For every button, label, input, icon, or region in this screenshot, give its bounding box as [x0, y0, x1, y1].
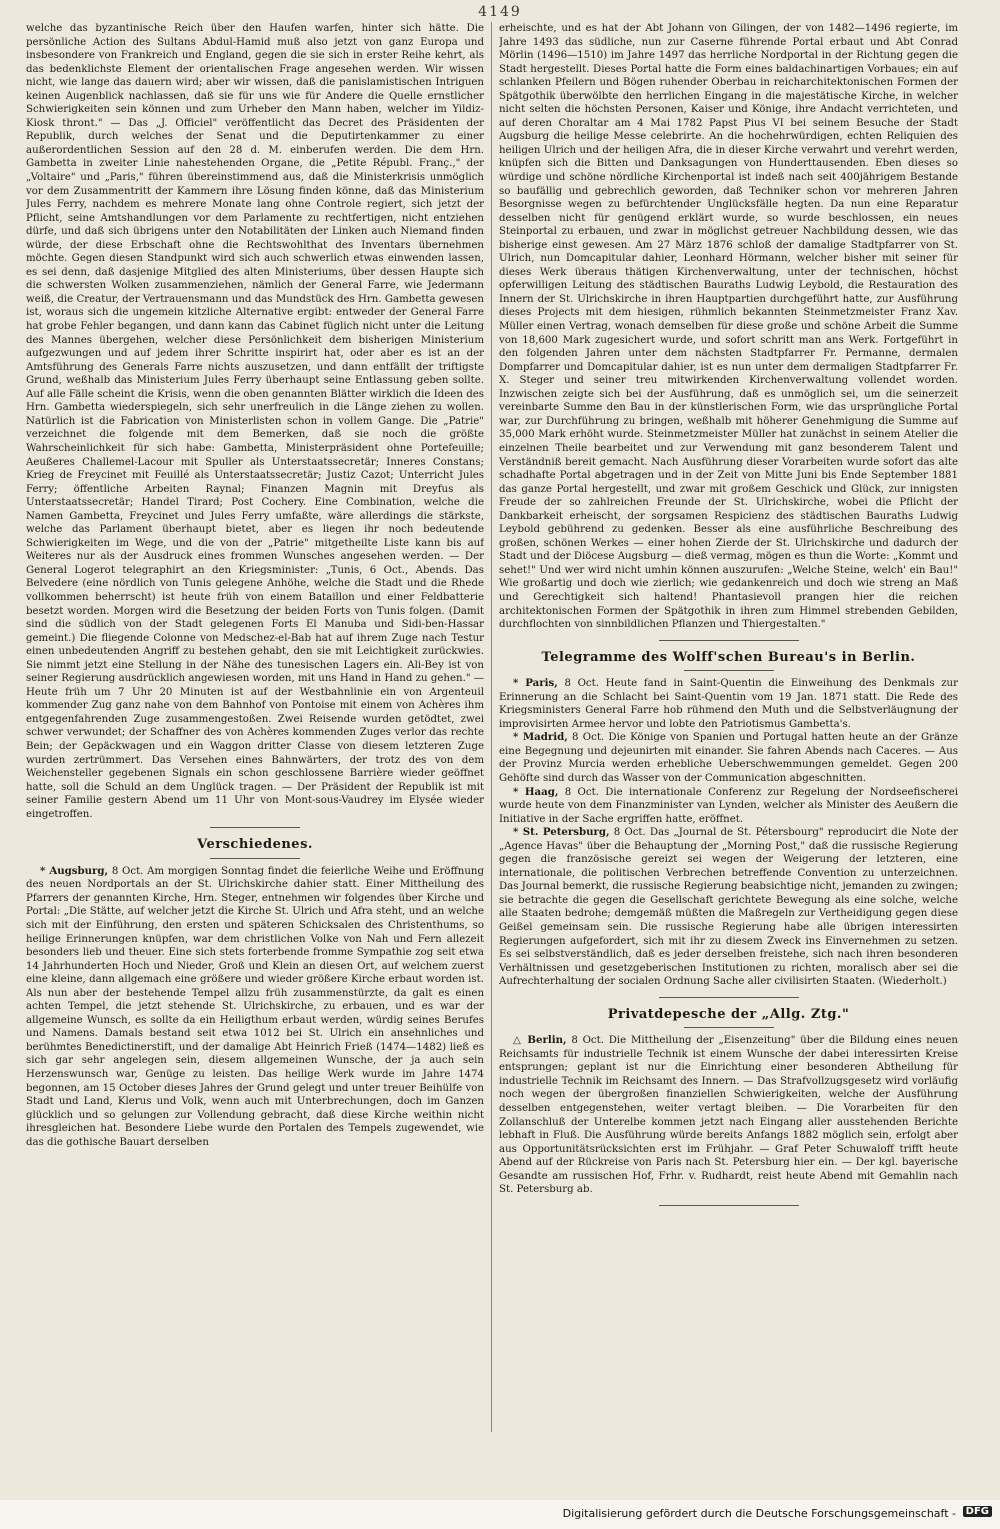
- article-dateline: * Augsburg,: [40, 864, 109, 877]
- dispatch-text: 8 Oct. Die Mittheilung der „Eisenzeitung" über die Bildung eines neuen Reichsamts für industrielle Technik ist einem Wunsche der dabei interessirten Kreise entsprungen; geplant ist nur die Einrichtung einer besonderen Abtheilung für industrielle Technik im Reichsamt des Innern. — Das Strafvollzugsgesetz wird vorläufig noch wegen der übergroßen finanziellen Schwierigkeiten, welche der Ausführung desselben entgegenstehen, weiter vertagt bleiben. — Die Vorarbeiten für den Zollanschluß der Unterelbe kommen jetzt nach Eingang aller ausstehenden Berichte lebhaft in Fluß. Die Ausführung würde bereits Anfangs 1882 möglich sein, erfolgt aber aus Opportunitätsrücksichten erst im Frühjahr. — Graf Peter Schuwaloff trifft heute Abend auf der Rückreise von Paris nach St. Petersburg hier ein. — Der kgl. bayerische Gesandte am russischen Hof, Frhr. v. Rudhardt, reist heute Abend mit Gemahlin nach St. Petersburg ab.: [499, 1035, 958, 1196]
- section-divider: [659, 997, 799, 998]
- section-title-verschiedenes: Verschiedenes.: [197, 837, 313, 853]
- telegram-text: 8 Oct. Die internationale Conferenz zur Regelung der Nordseefischerei wurde heute von dem Finanzminister van Lynden, welcher als Minister des Aeußern die Initiative in der Sache ergriffen hatte, eröffnet.: [499, 786, 958, 825]
- telegram-paris: [499, 677, 958, 731]
- article-text: 8 Oct. Am morgigen Sonntag findet die feierliche Weihe und Eröffnung des neuen Nordportals an der St. Ulrichskirche dahier statt. Einer Mittheilung des Pfarrers der genannten Kirche, Hrn. Steger, entnehmen wir folgendes über Kirche und Portal: „Die Stätte, auf welcher jetzt die Kirche St. Ulrich und Afra steht, und an welche sich mit der Einführung, den ersten und späteren Schicksalen des Christenthums, so heilige Erinnerungen knüpfen, war dem christlichen Volke von Nah und Fern allezeit besonders lieb und theuer. Eine sich stets forterbende fromme Sympathie zog seit etwa 14 Jahrhunderten Hoch und Nieder, Groß und Klein an diesen Ort, auf welchem zuerst eine kleine, dann allgemach eine größere und wieder größere Kirche erbaut worden ist. Als nun aber der bestehende Tempel allzu früh zusammenstürzte, da galt es einen achten Tempel, die jetzt stehende St. Ulrichskirche, zu erbauen, und es war der allgemeine Wunsch, es sollte da ein Heiligthum erbaut werden, würdig seines Berufes und Namens. Damals bestand seit etwa 1012 bei St. Ulrich ein ansehnliches und berühmtes Benedictinerstift, und der damalige Abt Heinrich Frieß (1474—1482) ließ es sich gar sehr angelegen sein, diesem allgemeinen Wunsche, der ja auch sein Herzenswunsch war, Genüge zu leisten. Das heilige Werk wurde im Jahre 1474 begonnen, am 15 October dieses Jahres der Grund gelegt und unter treuer Beihülfe von Stadt und Land, Klerus und Volk, wenn auch mit Unterbrechungen, doch im Ganzen glücklich und so gelungen zur Vollendung gebracht, daß diese Kirche weithin nicht ihresgleichen hat. Besondere Liebe wurde den Portalen des Tempels zugewendet, wie das die gothische Bauart derselben: [26, 865, 484, 1148]
- augsburg-article: [26, 865, 484, 1149]
- section-title-telegrams: Telegramme des Wolff'schen Bureau's in Berlin.: [541, 649, 916, 665]
- telegram-dateline: * Madrid,: [513, 731, 568, 744]
- column-divider: [491, 22, 492, 1432]
- dispatch-dateline: △ Berlin,: [513, 1034, 567, 1047]
- telegram-st-petersburg: [499, 826, 958, 989]
- section-divider: [210, 858, 300, 859]
- politics-report-paragraph: welche das byzantinische Reich über den Haufen warfen, hinter sich hätte. Die persönliche Action des Sultans Abdul-Hamid muß also jetzt von ganz Europa und insbesondere von Frankreich und England, gegen die sie sich in erster Reihe kehrt, als das bedenklichste Element der orientalischen Frage angesehen werden. Wir wissen nicht, wie lange das dauern wird; aber wir wissen, daß die panislamistischen Intriguen keinen Augenblick nachlassen, daß sie für uns wie für Andere die Quelle ernstlicher Schwierigkeiten sein können und zum Urheber den Mann haben, welcher im Yildiz-Kiosk thront." — Das „J. Officiel" veröffentlicht das Decret des Präsidenten der Republik, durch welches der Senat und die Deputirtenkammer zu einer außerordentlichen Session auf den 28 d. M. einberufen werden. Die dem Hrn. Gambetta in zweiter Linie nahestehenden Organe, die „Petite Républ. Franç.," der „Voltaire" und „Paris," führen übereinstimmend aus, daß die Ministerkrisis unmöglich vor dem Zusammentritt der Kammern ihre Lösung finden könne, daß das Ministerium Jules Ferry, nachdem es mehrere Monate lang ohne Controle regiert, sich jetzt der Pflicht, seine Amtshandlungen vor dem Parlamente zu rechtfertigen, nicht entziehen dürfe, und daß sich übrigens unter den Notabilitäten der Linken auch Niemand finden würde, der diese Erbschaft ohne die Rechtswohlthat des Inventars übernehmen möchte. Gegen diesen Standpunkt wird sich auch schwerlich etwas einwenden lassen, es sei denn, daß dasjenige Mitglied des alten Ministeriums, über dessen Haupte sich die schwersten Wolken zusammenziehen, nämlich der General Farre, wie Jedermann weiß, die Creatur, der Vertrauensmann und das Mundstück des Hrn. Gambetta gewesen ist, woraus sich die ungemein kitzliche Alternative ergibt: entweder der General Farre hat grobe Fehler begangen, und dann kann das Cabinet füglich nicht unter die Leitung des Mannes übergehen, welcher diese Persönlichkeit dem bisherigen Ministerium aufgezwungen und auf jedem ihrer Schritte inspirirt hat, oder aber es ist an der Amtsführung des Generals Farre nichts auszusetzen, und dann entfällt der triftigste Grund, weßhalb das Ministerium Jules Ferry überhaupt seine Entlassung geben sollte. Auf alle Fälle scheint die Krisis, wenn die oben genannten Blätter wirklich die Ideen des Hrn. Gambetta wiederspiegeln, sich sehr unerfreulich in die Länge ziehen zu wollen. Natürlich ist die Fabrication von Ministerlisten schon in vollem Gange. Die „Patrie" verzeichnet die folgende mit dem Bemerken, daß sie noch die größte Wahrscheinlichkeit für sich habe: Gambetta, Ministerpräsident ohne Portefeuille; Aeußeres Challemel-Lacour mit Spuller als Unterstaatssecretär; Inneres Constans; Krieg de Freycinet mit Feuillé als Unterstaatssecretär; Justiz Cazot; Unterricht Jules Ferry; öffentliche Arbeiten Raynal; Finanzen Magnin mit Dreyfus als Unterstaatssecretär; Handel Tirard; Post Cochery. Eine Combination, welche die Namen Gambetta, Freycinet und Jules Ferry umfaßte, wäre allerdings die stärkste, welche das Parlament überhaupt bietet, aber es liegen ihr noch bedeutende Schwierigkeiten im Wege, und die von der „Patrie" mitgetheilte Liste kann bis auf Weiteres nur als der Ausdruck eines frommen Wunsches angesehen werden. — Der General Logerot telegraphirt an den Kriegsminister: „Tunis, 6 Oct., Abends. Das Belvedere (eine nördlich von Tunis gelegene Anhöhe, welche die Stadt und die Rhede vollkommen beherrscht) ist heute früh von einem Bataillon und einer Feldbatterie besetzt worden. Morgen wird die Besetzung der beiden Forts von Tunis folgen. (Damit sind die südlich von der Stadt gelegenen Forts El Manuba und Sidi-ben-Hassar gemeint.) Die fliegende Colonne von Medschez-el-Bab hat auf ihrem Zuge nach Testur einen unbedeutenden Angriff zu bestehen gehabt, den sie mit Leichtigkeit zurückwies. Sie nimmt jetzt eine Stellung in der Nähe des tunesischen Lagers ein. Ali-Bey ist von seiner Regierung ausdrücklich angewiesen worden, mit uns Hand in Hand zu gehen." — Heute früh um 7 Uhr 20 Minuten ist auf der Westbahnlinie ein von Argenteuil kommender Zug ganz nahe von dem Bahnhof von Pontoise mit einem von Achères ihm entgegenfahrenden Zuge zusammengestoßen. Zwei Reisende wurden getödtet, zwei schwer verwundet; der Schaffner des von Achères kommenden Zuges verlor das rechte Bein; der Gepäckwagen und ein Waggon dritter Classe von diesem letzteren Zuge wurden zertrümmert. Das Versehen eines Bahnwärters, der trotz des von dem Weichensteller gegebenen Signals ein schon geschlossene Barrière wieder geöffnet hatte, soll die Schuld an dem Unglück tragen. — Der Präsident der Republik ist mit seiner Familie gestern Abend um 11 Uhr von Mont-sous-Vaudrey im Elysée wieder eingetroffen.: [26, 23, 484, 820]
- telegram-text: 8 Oct. Die Könige von Spanien und Portugal hatten heute an der Gränze eine Begegnung und dejeunirten mit einander. Sie fahren Abends nach Caceres. — Aus der Provinz Murcia werden erhebliche Ueberschwemmungen gemeldet. Gegen 200 Gehöfte sind durch das Wasser von der Communication abgeschnitten.: [499, 732, 958, 784]
- section-divider: [659, 1205, 799, 1206]
- dfg-logo: DFG: [963, 1506, 992, 1517]
- digitization-credit: Digitalisierung gefördert durch die Deutsche Forschungsgemeinschaft -: [562, 1507, 956, 1520]
- augsburg-article-continued: erheischte, und es hat der Abt Johann von Gilingen, der von 1482—1496 regierte, im Jahre 1493 das südliche, nun zur Caserne führende Portal erbaut und Abt Conrad Mörlin (1496—1510) im Jahre 1497 das herrliche Nordportal in der Richtung gegen die Stadt hergestellt. Dieses Portal hatte die Form eines baldachinartigen Vorbaues; ein auf schlanken Pfeilern und Bögen ruhender Oberbau in reicharchitektonischen Formen der Spätgothik überwölbte den herrlichen Eingang in die majestätische Kirche, in welcher nicht selten die höchsten Personen, Kaiser und Könige, ihre Andacht verrichteten, und auf deren Choraltar am 4 Mai 1782 Papst Pius VI bei seinem Besuche der Stadt Augsburg die heilige Messe celebrirte. An die hochehrwürdigen, echten Reliquien des heiligen Ulrich und der heiligen Afra, die in dieser Kirche verwahrt und verehrt werden, knüpfen sich die Bitten und Danksagungen von Hunderttausenden. Eben dieses so würdige und schöne nördliche Kirchenportal ist indeß nach seit 400jährigem Bestande so baufällig und gebrechlich geworden, daß Techniker schon vor mehreren Jahren Besorgnisse wegen zu befürchtender Unglücksfälle hegten. Da nun eine Reparatur desselben nicht für genügend erklärt wurde, so wurde beschlossen, ein neues Steinportal zu erbauen, und zwar in möglichst getreuer Nachbildung dessen, wie das bisherige einst gewesen. Am 27 März 1876 schloß der damalige Stadtpfarrer von St. Ulrich, nun Domcapitular dahier, Leonhard Hörmann, welcher bisher mit seiner für dieses Werk überaus thätigen Kirchenverwaltung, unter der technischen, höchst opferwilligen Leitung des städtischen Bauraths Ludwig Leybold, die Restauration des Innern der St. Ulrichskirche in ihren Hauptpartien durchgeführt hatte, zur Ausführung dieses Projects mit dem hiesigen, rühmlich bekannten Steinmetzmeister Franz Xav. Müller einen Vertrag, wonach demselben für diese große und schöne Arbeit die Summe von 18,600 Mark zugesichert wurde, und sofort schritt man ans Werk. Fortgeführt in den folgenden Jahren unter dem nächsten Stadtpfarrer Fr. Permanne, dermalen Dompfarrer und Domcapitular dahier, ist es nun unter dem dermaligen Stadtpfarrer Fr. X. Steger und seiner treu mitwirkenden Kirchenverwaltung vollendet worden. Inzwischen zeigte sich bei der Ausführung, daß es unmöglich sei, um die seinerzeit vereinbarte Summe den Bau in der künstlerischen Form, wie das ursprüngliche Portal war, zur Durchführung zu bringen, weßhalb mit höherer Genehmigung die Summe auf 35,000 Mark erhöht wurde. Steinmetzmeister Müller hat zunächst in seinem Atelier die einzelnen Theile bearbeitet und zur Verwendung mit ganz besonderem Talent und Verständniß bereit gemacht. Nach Ausführung dieser Vorarbeiten wurde sofort das alte schadhafte Portal abgetragen und in der Zeit von Mitte Juni bis Ende September 1881 das ganze Portal hergestellt, und zwar mit großem Geschick und Glück, zur innigsten Freude der so zahlreichen Freunde der St. Ulrichskirche, wobei die Pflicht der Dankbarkeit erheischt, der sorgsamen Respicienz des städtischen Bauraths Ludwig Leybold gebührend zu gedenken. Besser als eine ausführliche Beschreibung des großen, schönen Werkes — einer hohen Zierde der St. Ulrichskirche und dadurch der Stadt und der Diöcese Augsburg — dieß vermag, mögen es thun die Worte: „Kommt und sehet!" Und wer wird nicht umhin können auszurufen: „Welche Steine, welch' ein Bau!" Wie großartig und doch wie zierlich; wie gedankenreich und doch wie streng an Maß und Gerechtigkeit sich haltend! Phantasievoll prangen hier die reichen architektonischen Formen der Spätgothik in ihren zum Himmel strebenden Gebilden, durchflochten von sinnbildlichen Pflanzen und Thiergestalten.": [499, 23, 958, 631]
- left-column: [26, 22, 484, 1432]
- telegram-dateline: * St. Petersburg,: [513, 826, 610, 839]
- section-divider: [659, 640, 799, 641]
- telegram-haag: [499, 786, 958, 827]
- telegram-text: 8 Oct. Heute fand in Saint-Quentin die Einweihung des Denkmals zur Erinnerung an die Schlacht bei Saint-Quentin vom 19 Jan. 1871 statt. Die Rede des Kriegsministers General Farre hob rühmend den Muth und die Selbstverläugnung der improvisirten Armee hervor und lobte den Patriotismus Gambetta's.: [499, 678, 958, 730]
- telegram-text: 8 Oct. Das „Journal de St. Pétersbourg" reproducirt die Note der „Agence Havas" über die Behauptung der „Morning Post," daß die russische Regierung gegen die französische gereizt sei wegen der Weigerung der letzteren, eine internationale, die politischen Verbrechen betreffende Convention zu unterzeichnen. Das Journal bemerkt, die russische Regierung beabsichtige nicht, jemanden zu zwingen; sie betrachte die gegen die Gesellschaft gerichtete Bewegung als eine solche, welche alle Staaten bedrohe; demgemäß müßten die Maßregeln zur Vertheidigung gegen diese Geißel gemeinsam sein. Die russische Regierung habe alle übrigen interessirten Regierungen aufgefordert, sich mit ihr zu diesem Zweck ins Einvernehmen zu setzen. Es sei selbstverständlich, daß es jeder derselben freistehe, sich nach ihren besonderen Verhältnissen und gesetzgeberischen Institutionen zu richten, moralisch aber sei die Aufrechterhaltung der socialen Ordnung Sache aller civilisirten Staaten. (Wiederholt.): [499, 827, 958, 988]
- section-title-private-dispatch: Privatdepesche der „Allg. Ztg.": [607, 1006, 850, 1022]
- private-dispatch-berlin: [499, 1034, 958, 1197]
- telegram-madrid: [499, 731, 958, 785]
- section-divider: [684, 1027, 774, 1028]
- section-divider: [684, 670, 774, 671]
- right-column: [499, 22, 958, 1434]
- telegram-dateline: * Haag,: [513, 785, 559, 798]
- section-divider: [210, 827, 300, 828]
- page-number: 4149: [478, 4, 522, 20]
- telegram-dateline: * Paris,: [513, 677, 558, 690]
